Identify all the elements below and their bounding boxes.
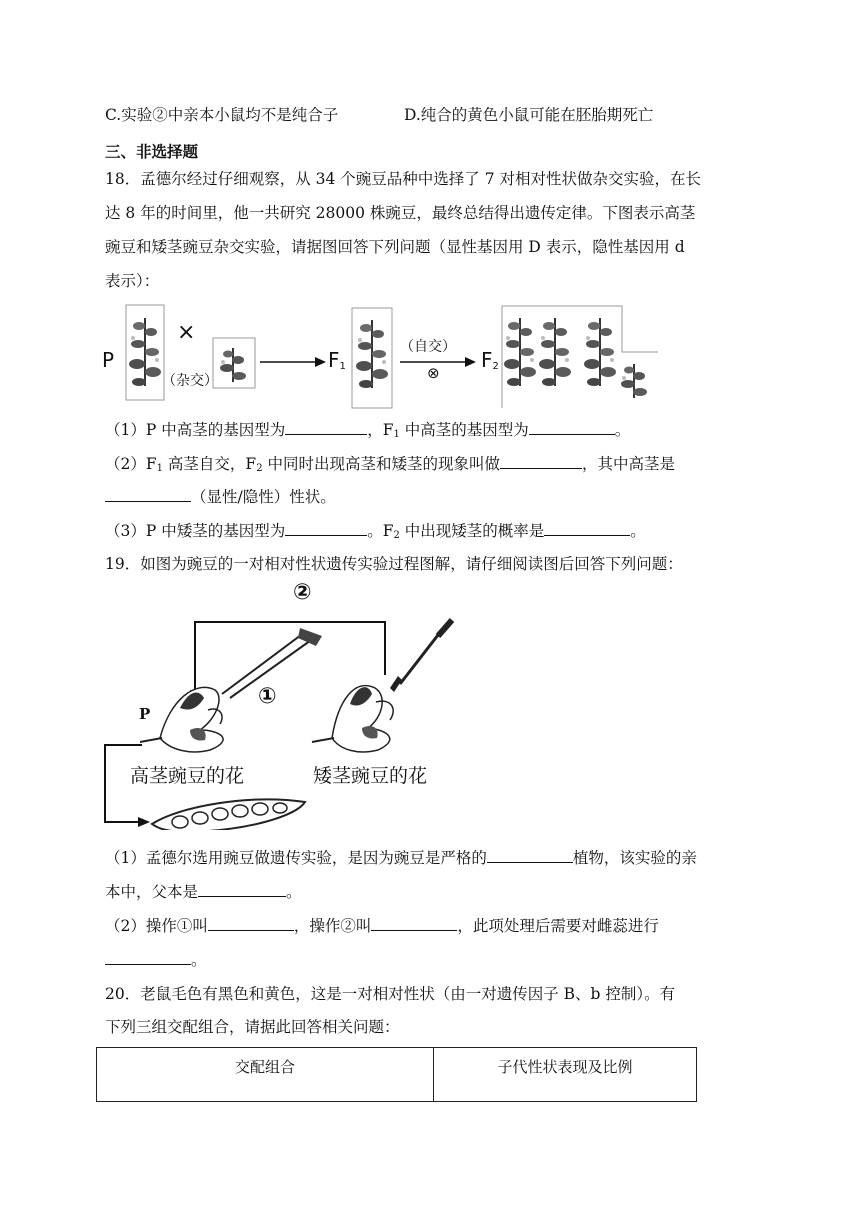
answer-blank[interactable] xyxy=(285,418,367,435)
option-d: D.纯合的黄色小鼠可能在胚胎期死亡 xyxy=(404,106,654,124)
pollination-graphic xyxy=(100,580,480,830)
cross-diagram xyxy=(100,300,665,410)
q20-stem-line: 20．老鼠毛色有黑色和黄色，这是一对相对性状（由一对遗传因子 B、b 控制）。有 xyxy=(105,985,676,1003)
option-c: C.实验②中亲本小鼠均不是纯合子 xyxy=(105,106,339,124)
q20-stem-line: 下列三组交配组合，请据此回答相关问题： xyxy=(105,1018,400,1036)
q18-sub2-cont: （显性/隐性）性状。 xyxy=(105,485,336,508)
answer-blank[interactable] xyxy=(198,880,286,897)
answer-blank[interactable] xyxy=(285,519,367,536)
mating-table xyxy=(96,1047,697,1102)
pollination-diagram xyxy=(100,580,480,830)
q18-stem-line: 豌豆和矮茎豌豆杂交实验，请据图回答下列问题（显性基因用 D 表示，隐性基因用 d xyxy=(105,238,685,256)
answer-blank[interactable] xyxy=(371,914,457,931)
q18-stem-line: 18．孟德尔经过仔细观察，从 34 个豌豆品种中选择了 7 对相对性状做杂交实验，在长 xyxy=(105,170,702,188)
q18-sub2: $(2)F_1$ 高茎自交，$F_2$ 中同时出现高茎和矮茎的现象叫做 ，其中高茎是 xyxy=(105,452,675,480)
answer-blank[interactable] xyxy=(105,485,191,502)
answer-blank[interactable] xyxy=(105,948,191,965)
step-2-label: ② xyxy=(293,580,312,605)
section-heading: 三、非选择题 xyxy=(105,142,199,161)
q18-stem-line: 表示）： xyxy=(105,272,160,290)
q19-stem: 19．如图为豌豆的一对相对性状遗传实验过程图解，请仔细阅读图后回答下列问题： xyxy=(105,555,683,573)
q19-sub1: （1）孟德尔选用豌豆做遗传实验，是因为豌豆是严格的 植物，该实验的亲 xyxy=(105,846,697,869)
answer-blank[interactable] xyxy=(487,846,573,863)
table-header-cell: 交配组合 xyxy=(97,1048,434,1102)
q18-sub3: （3）P 中矮茎的基因型为 。$F_2$ 中出现矮茎的概率是 。 xyxy=(105,519,646,547)
answer-blank[interactable] xyxy=(529,418,615,435)
q18-sub1: （1）P 中高茎的基因型为 ，$F_1$ 中高茎的基因型为 。 xyxy=(105,418,630,446)
label-hybrid: （杂交） xyxy=(162,373,218,389)
cross-diagram-graphic xyxy=(100,300,665,410)
self-symbol: ⊗ xyxy=(427,364,440,382)
step-1-label: ① xyxy=(258,684,277,709)
label-f2: $F_2$ xyxy=(481,348,499,372)
cross-symbol: × xyxy=(177,320,196,345)
table-header-cell: 子代性状表现及比例 xyxy=(434,1048,697,1102)
label-p: P xyxy=(139,705,151,723)
q19-sub2: （2）操作①叫 ，操作②叫 ，此项处理后需要对雌蕊进行 xyxy=(105,914,659,937)
label-p: P xyxy=(102,348,115,372)
answer-blank[interactable] xyxy=(500,452,582,469)
q19-sub1-cont: 本中，父本是 。 xyxy=(105,880,302,903)
q18-stem-line: 达 8 年的时间里，他一共研究 28000 株豌豆，最终总结得出遗传定律。下图表示高茎 xyxy=(105,204,696,222)
tall-flower-label: 高茎豌豆的花 xyxy=(130,765,245,787)
answer-blank[interactable] xyxy=(544,519,630,536)
short-flower-label: 矮茎豌豆的花 xyxy=(313,765,428,787)
label-f1: $F_1$ xyxy=(328,348,346,372)
label-selfing: （自交） xyxy=(400,339,456,355)
q19-sub2-cont: 。 xyxy=(105,948,207,971)
answer-blank[interactable] xyxy=(208,914,294,931)
table-header-row xyxy=(97,1048,697,1102)
